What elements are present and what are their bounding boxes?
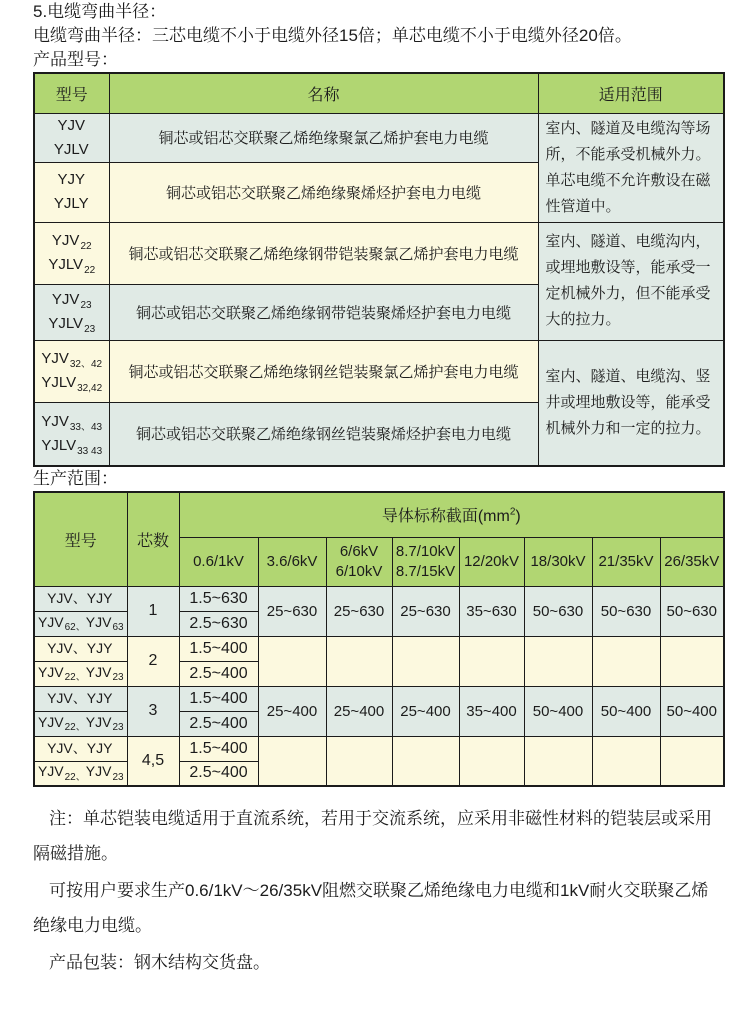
value-cell: 50~400 bbox=[524, 686, 592, 736]
name-cell: 铜芯或铝芯交联聚乙烯绝缘钢带铠装聚氯乙烯护套电力电缆 bbox=[109, 222, 538, 284]
value-cell bbox=[592, 636, 660, 686]
value-cell bbox=[459, 736, 524, 786]
section-cell: 2.5~400 bbox=[179, 661, 258, 686]
model-cell: $YJV_{23}$ $YJLV_{23}$ bbox=[34, 284, 109, 340]
cores-cell: 2 bbox=[127, 636, 179, 686]
value-cell bbox=[392, 636, 459, 686]
model-cell: $YJV_{22、}YJV_{23}$ bbox=[34, 761, 127, 786]
value-cell bbox=[258, 736, 326, 786]
production-range-label: 生产范围： bbox=[33, 469, 118, 488]
name-cell: 铜芯或铝芯交联聚乙烯绝缘钢带铠装聚烯烃护套电力电缆 bbox=[109, 284, 538, 340]
value-cell bbox=[524, 736, 592, 786]
model-cell: YJV、YJY bbox=[34, 636, 127, 661]
armored-cable-note: 注：单芯铠装电缆适用于直流系统，若用于交流系统，应采用非磁性材料的铠装层或采用隔磁措施。 bbox=[33, 809, 712, 863]
section-cell: 2.5~400 bbox=[179, 711, 258, 736]
section-cell: 1.5~400 bbox=[179, 636, 258, 661]
value-cell: 25~630 bbox=[326, 586, 392, 636]
bend-radius-text: 电缆弯曲半径：三芯电缆不小于电缆外径15倍；单芯电缆不小于电缆外径20倍。 bbox=[33, 26, 632, 45]
cores-cell: 1 bbox=[127, 586, 179, 636]
column-header-voltage: 6/6kV 6/10kV bbox=[326, 537, 392, 586]
name-cell: 铜芯或铝芯交联聚乙烯绝缘聚烯烃护套电力电缆 bbox=[109, 163, 538, 222]
value-cell bbox=[524, 636, 592, 686]
model-cell: YJV YJLV bbox=[34, 113, 109, 163]
table-row bbox=[34, 586, 724, 611]
column-header-model: 型号 bbox=[34, 492, 127, 586]
value-cell: 25~400 bbox=[258, 686, 326, 736]
value-cell: 50~630 bbox=[524, 586, 592, 636]
product-model-label: 产品型号： bbox=[33, 50, 118, 69]
cores-cell: 4,5 bbox=[127, 736, 179, 786]
value-cell bbox=[326, 736, 392, 786]
model-cell: YJV、YJY bbox=[34, 586, 127, 611]
value-cell: 25~400 bbox=[392, 686, 459, 736]
scope-cell: 室内、隧道及电缆沟等场所，不能承受机械外力。单芯电缆不允许敷设在磁性管道中。 bbox=[538, 113, 724, 222]
value-cell: 50~400 bbox=[592, 686, 660, 736]
model-cell: $YJV_{22}$ $YJLV_{22}$ bbox=[34, 222, 109, 284]
table-row bbox=[34, 340, 724, 402]
model-cell: $YJV_{62、}YJV_{63}$ bbox=[34, 611, 127, 636]
value-cell: 25~400 bbox=[326, 686, 392, 736]
model-cell: YJY YJLY bbox=[34, 163, 109, 222]
section-heading-bend-radius: 5.电缆弯曲半径： bbox=[33, 2, 167, 21]
model-cell: $YJV_{22、}YJV_{23}$ bbox=[34, 661, 127, 686]
column-header-voltage: 3.6/6kV bbox=[258, 537, 326, 586]
cores-cell: 3 bbox=[127, 686, 179, 736]
name-cell: 铜芯或铝芯交联聚乙烯绝缘钢丝铠装聚氯乙烯护套电力电缆 bbox=[109, 340, 538, 402]
table-header-row bbox=[34, 492, 724, 537]
value-cell bbox=[660, 636, 724, 686]
section-cell: 2.5~630 bbox=[179, 611, 258, 636]
value-cell: 35~400 bbox=[459, 686, 524, 736]
value-cell bbox=[392, 736, 459, 786]
value-cell: 50~630 bbox=[660, 586, 724, 636]
value-cell bbox=[459, 636, 524, 686]
model-cell: YJV、YJY bbox=[34, 686, 127, 711]
table-row bbox=[34, 736, 724, 761]
column-header-voltage: 26/35kV bbox=[660, 537, 724, 586]
column-header-name: 名称 bbox=[109, 73, 538, 113]
model-cell: $YJV_{22、}YJV_{23}$ bbox=[34, 711, 127, 736]
column-header-cores: 芯数 bbox=[127, 492, 179, 586]
section-cell: 1.5~400 bbox=[179, 686, 258, 711]
value-cell: 50~400 bbox=[660, 686, 724, 736]
column-header-conductor-section: 导体标称截面$(mm^2)$ bbox=[179, 492, 724, 537]
packaging-note: 产品包装：钢木结构交货盘。 bbox=[49, 953, 270, 972]
table-header-row bbox=[34, 73, 724, 113]
column-header-voltage: 21/35kV bbox=[592, 537, 660, 586]
value-cell: 25~630 bbox=[392, 586, 459, 636]
value-cell bbox=[326, 636, 392, 686]
value-cell: 35~630 bbox=[459, 586, 524, 636]
table-row bbox=[34, 113, 724, 163]
value-cell: 50~630 bbox=[592, 586, 660, 636]
scope-cell: 室内、隧道、电缆沟、竖井或埋地敷设等，能承受机械外力和一定的拉力。 bbox=[538, 340, 724, 466]
notes-section bbox=[33, 801, 723, 980]
table-row bbox=[34, 636, 724, 661]
model-cell: YJV、YJY bbox=[34, 736, 127, 761]
value-cell bbox=[660, 736, 724, 786]
custom-production-note: 可按用户要求生产0.6/1kV～26/35kV阻燃交联聚乙烯绝缘电力电缆和1kV耐火交联聚乙烯绝缘电力电缆。 bbox=[33, 881, 709, 935]
value-cell bbox=[592, 736, 660, 786]
scope-cell: 室内、隧道、电缆沟内，或埋地敷设等，能承受一定机械外力，但不能承受大的拉力。 bbox=[538, 222, 724, 340]
column-header-voltage: 18/30kV bbox=[524, 537, 592, 586]
column-header-model: 型号 bbox=[34, 73, 109, 113]
column-header-voltage: 8.7/10kV 8.7/15kV bbox=[392, 537, 459, 586]
section-cell: 1.5~630 bbox=[179, 586, 258, 611]
model-cell: $YJV_{32、42}$ $YJLV_{32,42}$ bbox=[34, 340, 109, 402]
column-header-voltage: 12/20kV bbox=[459, 537, 524, 586]
column-header-scope: 适用范围 bbox=[538, 73, 724, 113]
table-row bbox=[34, 222, 724, 284]
production-range-table bbox=[33, 491, 725, 787]
section-cell: 1.5~400 bbox=[179, 736, 258, 761]
table-row bbox=[34, 686, 724, 711]
model-cell: $YJV_{33、43}$ $YJLV_{33 43}$ bbox=[34, 402, 109, 466]
product-model-table bbox=[33, 72, 725, 467]
name-cell: 铜芯或铝芯交联聚乙烯绝缘聚氯乙烯护套电力电缆 bbox=[109, 113, 538, 163]
section-cell: 2.5~400 bbox=[179, 761, 258, 786]
value-cell bbox=[258, 636, 326, 686]
name-cell: 铜芯或铝芯交联聚乙烯绝缘钢丝铠装聚烯烃护套电力电缆 bbox=[109, 402, 538, 466]
column-header-voltage: 0.6/1kV bbox=[179, 537, 258, 586]
value-cell: 25~630 bbox=[258, 586, 326, 636]
